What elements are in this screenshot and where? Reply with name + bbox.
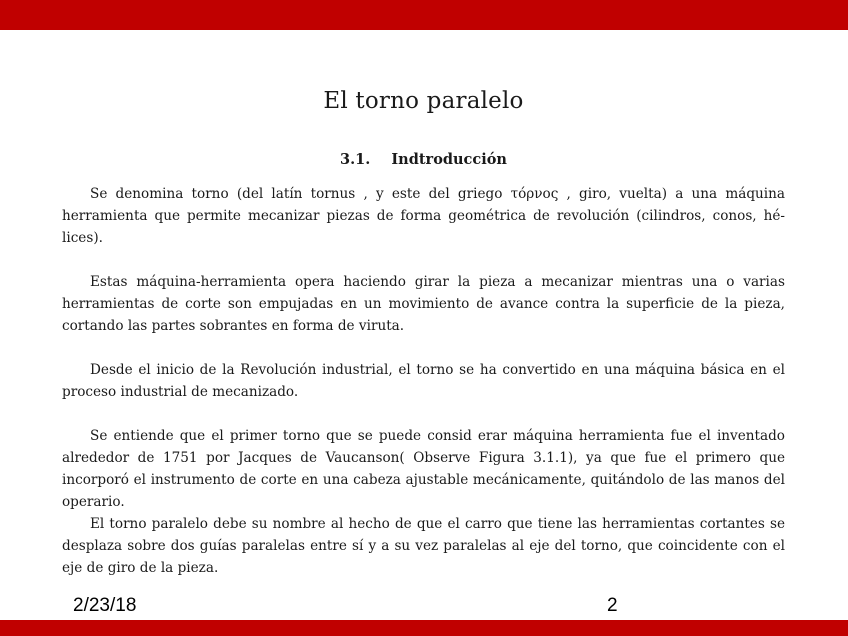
section-number: 3.1. xyxy=(340,151,371,168)
paragraph-2: Estas máquina-herramienta opera haciendo girar la pieza a mecanizar mientras una o varias herramientas de corte son empujadas en un movimiento de avance contra la superficie de la pieza, cortando las partes sobrantes en forma de viruta. xyxy=(62,274,785,334)
footer-page-number: 2 xyxy=(607,595,618,616)
paragraph-4: Se entiende que el primer torno que se puede consid erar máquina herramienta fue el inventado alrededor de 1751 por Jacques de Vaucanson( Observe Figura 3.1.1), ya que fue el primero que incorporó el instrumento de corte en una cabeza ajustable mecánicamente, quitándolo de las manos del operario. xyxy=(62,428,785,510)
paragraph-5: El torno paralelo debe su nombre al hecho de que el carro que tiene las herramientas cortantes se desplaza sobre dos guías paralelas entre sí y a su vez paralelas al eje del torno, que coincidente con el eje de giro de la pieza. xyxy=(62,516,785,576)
footer-date: 2/23/18 xyxy=(73,595,137,616)
paragraph-3: Desde el inicio de la Revolución industrial, el torno se ha convertido en una máquina básica en el proceso industrial de mecanizado. xyxy=(62,362,785,400)
section-heading xyxy=(62,151,785,168)
paragraph-1: Se denomina torno (del latín tornus , y este del griego τόρνος , giro, vuelta) a una máquina herramienta que permite mecanizar piezas de forma geométrica de revolución (cilindros, conos, hé-lices). xyxy=(62,186,785,246)
bottom-accent-bar xyxy=(0,620,848,636)
top-accent-bar xyxy=(0,0,848,30)
section-title: Indtroducción xyxy=(391,151,507,168)
slide-title: El torno paralelo xyxy=(323,88,524,114)
slide-content xyxy=(62,88,785,579)
